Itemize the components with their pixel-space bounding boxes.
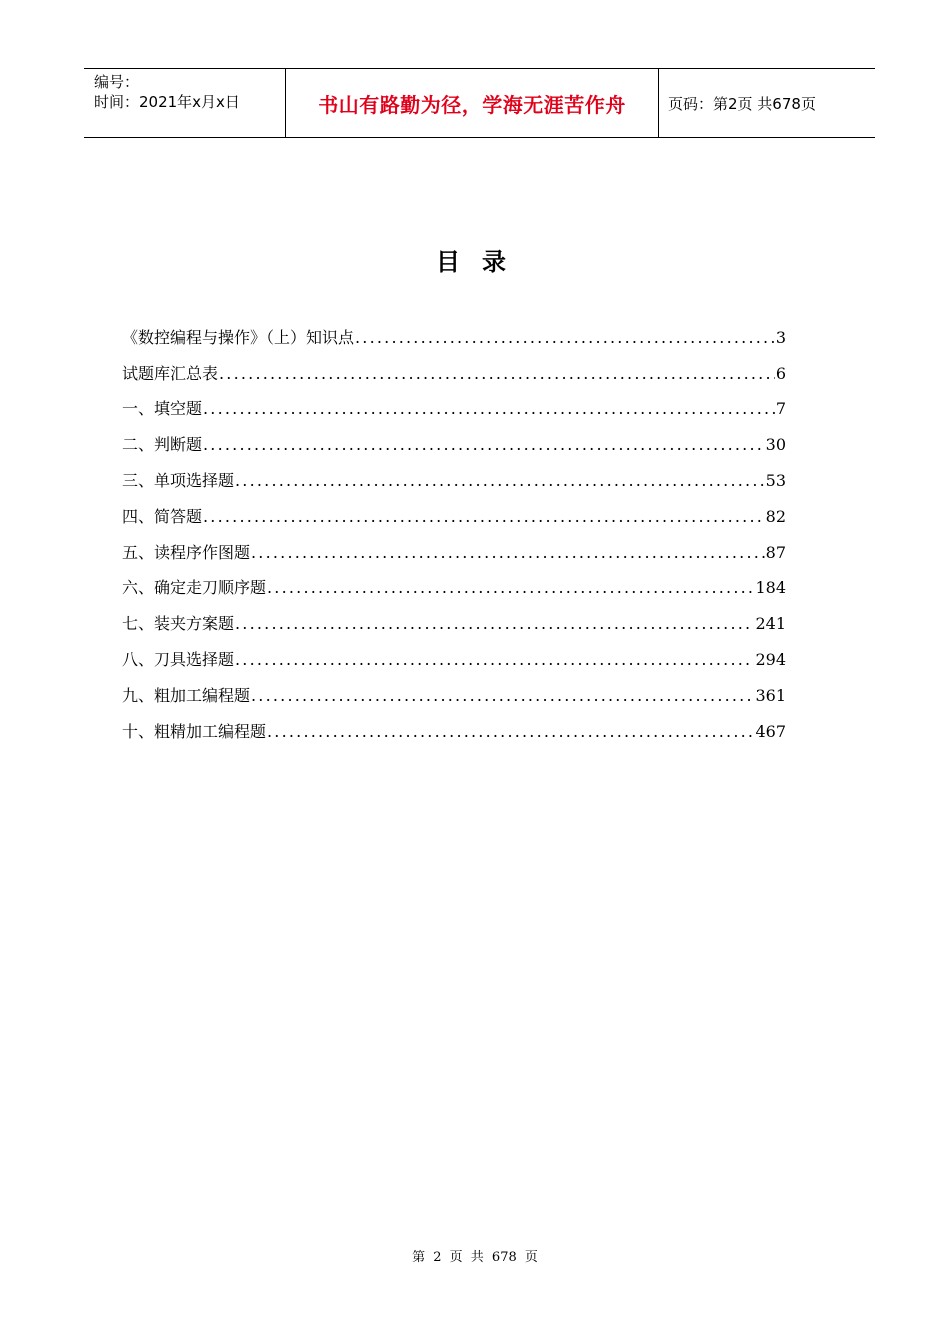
header-motto-cell	[286, 69, 659, 137]
motto-text: 书山有路勤为径，学海无涯苦作舟	[318, 92, 626, 117]
toc-entry[interactable]	[122, 714, 786, 750]
header-meta-cell	[84, 69, 286, 137]
toc-entry-label: 八、刀具选择题	[122, 650, 235, 670]
toc-entry[interactable]	[122, 606, 786, 642]
toc-leader-dots	[235, 613, 754, 635]
toc-entry-label: 《数控编程与操作》（上）知识点	[122, 327, 355, 347]
toc-entry-label: 四、简答题	[122, 506, 203, 526]
toc-entry[interactable]	[122, 678, 786, 714]
toc-leader-dots	[251, 685, 754, 707]
toc-leader-dots	[203, 398, 775, 420]
toc-leader-dots	[355, 327, 775, 349]
toc-leader-dots	[219, 363, 775, 385]
toc-entry[interactable]	[122, 392, 786, 428]
toc-entry-page: 30	[765, 435, 786, 455]
toc-entry[interactable]	[122, 427, 786, 463]
time-label: 时间：2021年x月x日	[94, 93, 240, 111]
toc-leader-dots	[251, 542, 765, 564]
toc-entry-page: 184	[755, 578, 786, 598]
toc-entry-label: 十、粗精加工编程题	[122, 721, 267, 741]
toc-entry-label: 一、填空题	[122, 399, 203, 419]
toc-title: 目录	[436, 248, 528, 276]
toc-entry[interactable]	[122, 571, 786, 607]
toc-entry[interactable]	[122, 499, 786, 535]
toc-entry-page: 3	[775, 327, 786, 347]
toc-entry-page: 467	[755, 721, 786, 741]
page-footer: 第 2 页 共 678 页	[412, 1250, 538, 1265]
header-page-info: 页码：第2页 共678页	[668, 94, 816, 113]
toc-entry-label: 九、粗加工编程题	[122, 685, 251, 705]
toc-entry-label: 七、装夹方案题	[122, 614, 235, 634]
toc-entry-page: 241	[755, 614, 786, 634]
toc-entry[interactable]	[122, 463, 786, 499]
toc-entry-label: 二、判断题	[122, 435, 203, 455]
toc-entry-page: 6	[775, 363, 786, 383]
serial-label: 编号：	[94, 73, 140, 91]
toc-entry-page: 361	[755, 685, 786, 705]
toc-entry-label: 三、单项选择题	[122, 471, 235, 491]
toc-entry[interactable]	[122, 642, 786, 678]
table-of-contents	[122, 320, 786, 750]
toc-entry-page: 294	[755, 650, 786, 670]
toc-entry-label: 五、读程序作图题	[122, 542, 251, 562]
header-page-cell	[659, 69, 875, 137]
toc-entry[interactable]	[122, 535, 786, 571]
toc-entry-page: 53	[765, 471, 786, 491]
toc-leader-dots	[267, 721, 754, 743]
toc-leader-dots	[235, 649, 754, 671]
toc-entry-page: 87	[765, 542, 786, 562]
toc-leader-dots	[203, 434, 765, 456]
toc-leader-dots	[203, 506, 765, 528]
toc-leader-dots	[235, 470, 765, 492]
toc-entry[interactable]	[122, 356, 786, 392]
toc-entry-label: 试题库汇总表	[122, 363, 219, 383]
toc-leader-dots	[267, 577, 754, 599]
toc-entry-page: 7	[775, 399, 786, 419]
toc-entry-page: 82	[765, 506, 786, 526]
page-header	[84, 68, 875, 138]
toc-entry[interactable]	[122, 320, 786, 356]
toc-entry-label: 六、确定走刀顺序题	[122, 578, 267, 598]
